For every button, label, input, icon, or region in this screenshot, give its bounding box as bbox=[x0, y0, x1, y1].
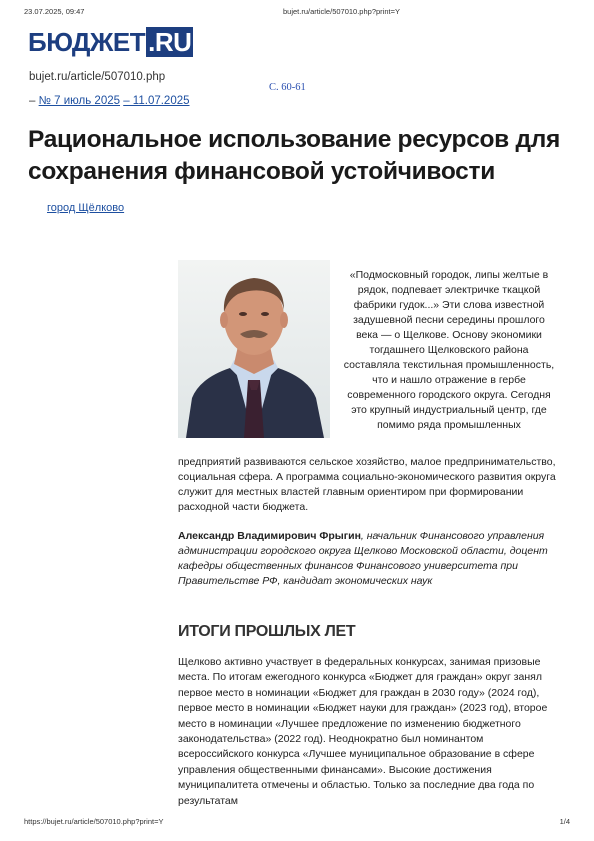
print-footer bbox=[24, 817, 570, 829]
print-header-url: bujet.ru/article/507010.php?print=Y bbox=[283, 7, 400, 16]
section-title: ИТОГИ ПРОШЛЫХ ЛЕТ bbox=[178, 623, 356, 640]
issue-line bbox=[29, 95, 190, 107]
page-range: С. 60-61 bbox=[269, 82, 306, 93]
author-info bbox=[178, 529, 563, 589]
author-name: Александр Владимирович Фрыгин bbox=[178, 530, 361, 542]
author-bio: , начальник Финансового управления администрации городского округа Щелково Московской области, доцент кафедры общественных финансов Финансового университета при Правительстве РФ, кандидат экономических наук bbox=[178, 530, 548, 587]
author-photo bbox=[178, 260, 330, 438]
logo-main-text: БЮДЖЕТ bbox=[28, 27, 146, 57]
issue-link[interactable]: № 7 июль 2025 bbox=[38, 95, 121, 107]
site-logo[interactable] bbox=[28, 27, 192, 57]
author-portrait-image bbox=[178, 260, 330, 438]
city-tag-link[interactable]: город Щёлково bbox=[47, 202, 125, 214]
page-counter: 1/4 bbox=[559, 817, 570, 826]
logo-suffix: .RU bbox=[148, 27, 192, 57]
intro-wrapped-text: «Подмосковный городок, липы желтые в рядок, подпевает электричке ткацкой фабрики гудок...» Эти слова известной задушевной песни середины прошлого века — о Щелкове. Основу экономики тогдашнего Щелковского района составляла текстильная промышленность, что и нашло отражение в гербе современного городского округа. Сегодня это крупный индустриальный центр, где помимо ряда промышленных bbox=[343, 269, 555, 431]
issue-date-link[interactable]: – 11.07.2025 bbox=[123, 95, 190, 107]
print-header bbox=[24, 7, 570, 19]
print-datetime: 23.07.2025, 09:47 bbox=[24, 7, 85, 16]
body-paragraph: Щелково активно участвует в федеральных конкурсах, занимая призовые места. По итогам ежегодного конкурса «Бюджет для граждан» округ занял первое место в номинации «Бюджет для граждан в 2030 году» (2024 год), первое место в номинации «Бюджет науки для граждан» (2023 год), второе место в номинации «Лучшее предложение по изменению бюджетного законодательства» (2022 год). Неоднократно был номинантом всероссийского конкурса «Лучшее муниципальное образование в сфере управления общественными финансами». Высокие достижения муниципалитета отмечены и областью. Только за последние два года по результатам bbox=[178, 656, 548, 807]
print-footer-url: https://bujet.ru/article/507010.php?print=Y bbox=[24, 817, 164, 826]
article-url: bujet.ru/article/507010.php bbox=[29, 71, 166, 83]
intro-continued-text: предприятий развиваются сельское хозяйство, малое предпринимательство, социальная сфера. А программа социально-экономического развития округа служит для местных властей главным ориентиром при формировании расходной части бюджета. bbox=[178, 456, 556, 513]
issue-prefix: – bbox=[29, 95, 36, 107]
article-title: Рациональное использование ресурсов для сохранения финансовой устойчивости bbox=[28, 126, 560, 185]
